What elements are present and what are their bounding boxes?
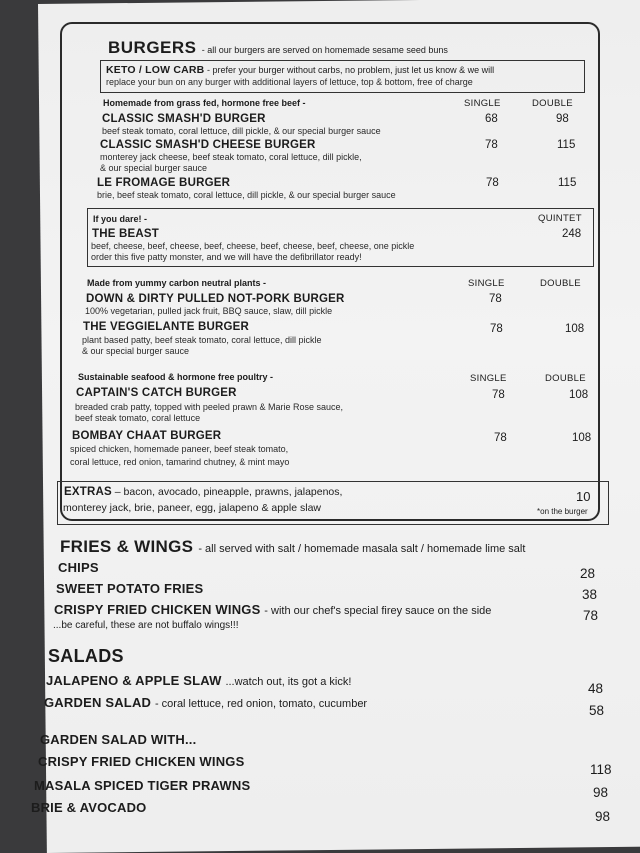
extras-line1 (64, 486, 342, 498)
beef-item-double: 98 (556, 113, 569, 125)
salad-with-item-name: CRISPY FRIED CHICKEN WINGS (38, 754, 245, 769)
fries-item-price: 38 (582, 587, 598, 602)
beast-heading: If you dare! - (93, 214, 148, 224)
salads-title: SALADS (48, 646, 124, 666)
plants-item-name: DOWN & DIRTY PULLED NOT-PORK BURGER (86, 293, 345, 305)
seafood-item-name: BOMBAY CHAAT BURGER (72, 430, 222, 442)
seafood-item-desc: spiced chicken, homemade paneer, beef steak tomato, (70, 444, 289, 454)
salad-item-extra: - coral lettuce, red onion, tomato, cucumber (154, 698, 368, 710)
salad-item-price: 58 (589, 703, 605, 718)
seafood-item-double: 108 (572, 432, 592, 444)
keto-line1 (106, 64, 494, 76)
keto-text1: - prefer your burger without carbs, no problem, just let us know & we will (207, 65, 495, 75)
beef-item-desc: brie, beef steak tomato, coral lettuce, dill pickle, & our special burger sauce (97, 190, 396, 200)
plants-item-desc: 100% vegetarian, pulled jack fruit, BBQ sauce, slaw, dill pickle (85, 306, 333, 316)
beef-item-single: 78 (486, 177, 499, 189)
plants-item-double: 108 (565, 323, 585, 335)
extras-title: EXTRAS (64, 486, 112, 498)
seafood-item-name: CAPTAIN'S CATCH BURGER (76, 387, 237, 399)
seafood-item-single: 78 (494, 432, 507, 444)
extras-price: 10 (576, 489, 591, 504)
salad-item-price: 48 (588, 681, 604, 696)
beast-col-quintet: QUINTET (538, 213, 582, 224)
burgers-title-text: BURGERS (108, 38, 197, 57)
burgers-subtitle: - all our burgers are served on homemade sesame seed buns (201, 45, 448, 55)
beef-col-double: DOUBLE (532, 98, 573, 109)
salad-with-item-price: 118 (590, 762, 612, 777)
beef-item-desc: beef steak tomato, coral lettuce, dill pickle, & our special burger sauce (102, 126, 381, 136)
seafood-col-double: DOUBLE (545, 373, 586, 384)
fries-item-price: 78 (583, 608, 599, 623)
beef-heading: Homemade from grass fed, hormone free beef - (103, 98, 306, 108)
extras-text1: – bacon, avocado, pineapple, prawns, jalapenos, (114, 486, 343, 498)
beef-item-single: 68 (485, 113, 498, 125)
plants-item-desc: plant based patty, beef steak tomato, coral lettuce, dill pickle (82, 335, 322, 345)
beef-item-desc: monterey jack cheese, beef steak tomato, coral lettuce, dill pickle, (100, 152, 362, 162)
salad-with-item-name: BRIE & AVOCADO (31, 800, 147, 815)
fries-subtitle: - all served with salt / homemade masala salt / homemade lime salt (198, 543, 526, 555)
salad-with-item-price: 98 (595, 809, 611, 824)
salad-with-item-name: MASALA SPICED TIGER PRAWNS (34, 778, 251, 793)
salad-item-row (44, 695, 367, 710)
fries-title-text: FRIES & WINGS (60, 537, 194, 556)
seafood-item-single: 78 (492, 389, 505, 401)
plants-col-double: DOUBLE (540, 278, 581, 289)
beef-item-name: CLASSIC SMASH'D BURGER (102, 113, 266, 125)
beef-item-name: LE FROMAGE BURGER (97, 177, 231, 189)
salad-item-row (46, 673, 351, 688)
fries-item-row (54, 602, 491, 617)
plants-heading: Made from yummy carbon neutral plants - (87, 278, 267, 288)
plants-item-desc: & our special burger sauce (82, 346, 190, 356)
fries-item-name: CHIPS (58, 560, 99, 575)
plants-item-single: 78 (490, 323, 503, 335)
extras-text2: monterey jack, brie, paneer, egg, jalapeno & apple slaw (63, 502, 321, 514)
beef-item-name: CLASSIC SMASH'D CHEESE BURGER (100, 139, 316, 151)
seafood-item-desc: beef steak tomato, coral lettuce (75, 413, 201, 423)
keto-title: KETO / LOW CARB (106, 64, 205, 76)
burgers-title (108, 38, 448, 58)
beef-item-desc: & our special burger sauce (100, 163, 208, 173)
salad-item-extra: ...watch out, its got a kick! (225, 676, 352, 688)
beast-desc1: beef, cheese, beef, cheese, beef, cheese, beef, cheese, beef, cheese, one pickle (91, 241, 415, 251)
keto-text2: replace your bun on any burger with additional layers of lettuce, top & bottom, free of charge (106, 77, 473, 87)
beast-price: 248 (562, 228, 582, 240)
fries-note: ...be careful, these are not buffalo wings!!! (53, 620, 239, 631)
seafood-item-desc: breaded crab patty, topped with peeled prawn & Marie Rose sauce, (75, 402, 343, 412)
fries-item-name: SWEET POTATO FRIES (56, 581, 204, 596)
beef-item-double: 115 (558, 177, 577, 189)
fries-item-extra: - with our chef's special firey sauce on the side (264, 605, 492, 617)
beast-desc2: order this five patty monster, and we will have the defibrillator ready! (91, 252, 362, 262)
beef-col-single: SINGLE (464, 98, 501, 109)
plants-item-single: 78 (489, 293, 502, 305)
seafood-item-desc: coral lettuce, red onion, tamarind chutney, & mint mayo (70, 457, 290, 467)
salad-item-name: GARDEN SALAD (44, 695, 152, 710)
fries-item-price: 28 (580, 566, 596, 581)
fries-item-name: CRISPY FRIED CHICKEN WINGS (54, 602, 261, 617)
beef-item-single: 78 (485, 139, 498, 151)
salad-item-name: JALAPENO & APPLE SLAW (46, 673, 222, 688)
extras-note: *on the burger (537, 507, 588, 516)
plants-col-single: SINGLE (468, 278, 505, 289)
plants-item-name: THE VEGGIELANTE BURGER (83, 321, 250, 333)
salad-with-heading: GARDEN SALAD WITH... (40, 732, 197, 747)
seafood-heading: Sustainable seafood & hormone free poultry - (78, 372, 274, 382)
fries-title (60, 537, 525, 557)
beast-name: THE BEAST (92, 228, 159, 240)
beef-item-double: 115 (557, 139, 576, 151)
seafood-item-double: 108 (569, 389, 589, 401)
salad-with-item-price: 98 (593, 785, 609, 800)
seafood-col-single: SINGLE (470, 373, 507, 384)
